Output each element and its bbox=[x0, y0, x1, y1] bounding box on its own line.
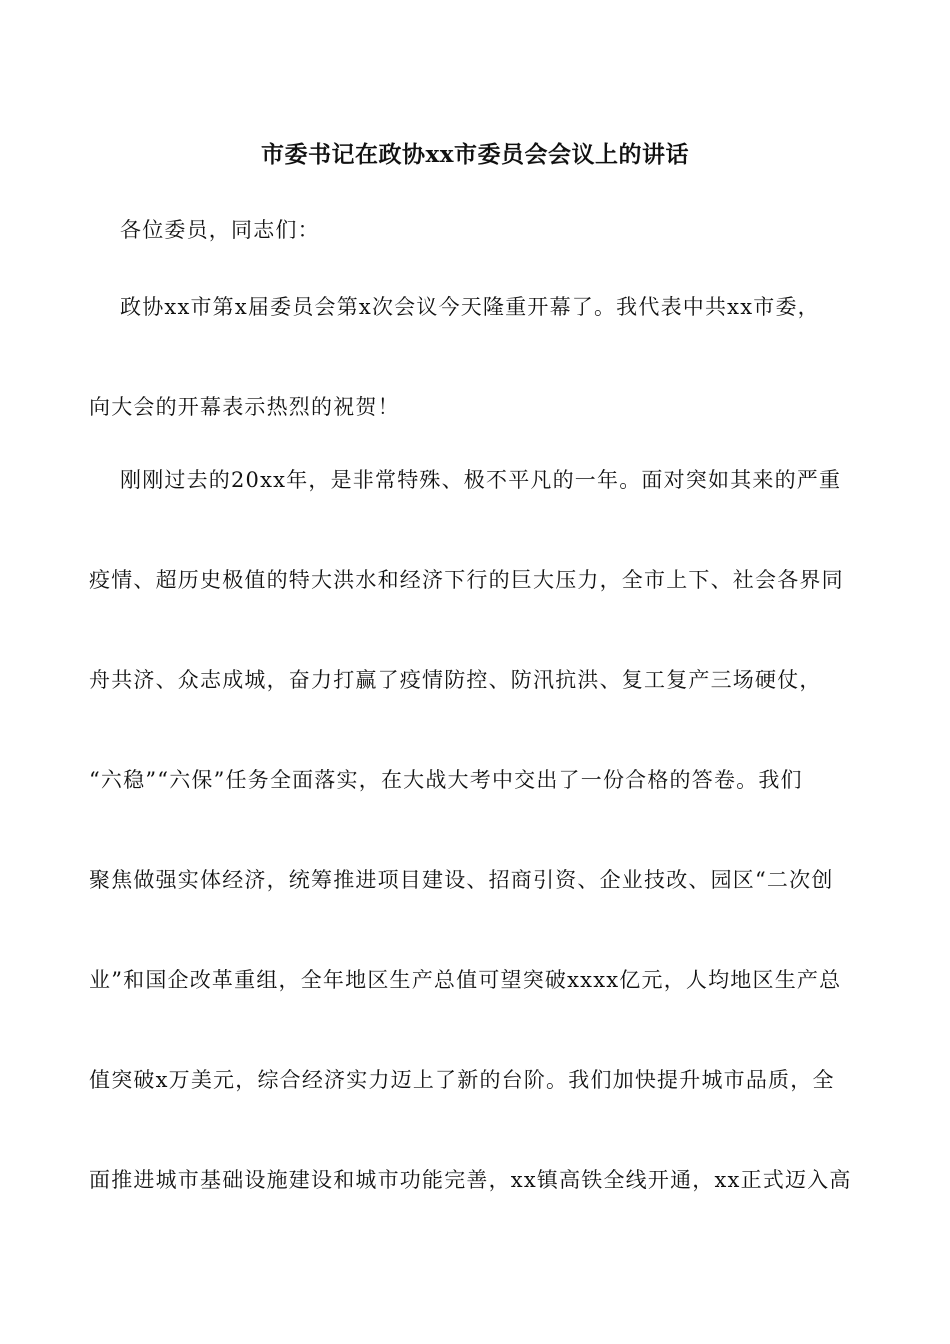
paragraph-2-line-8: 面推进城市基础设施建设和城市功能完善，xx镇高铁全线开通，xx正式迈入高 bbox=[89, 1168, 852, 1192]
paragraph-2-line-1: 刚刚过去的20xx年，是非常特殊、极不平凡的一年。面对突如其来的严重 bbox=[120, 468, 842, 492]
paragraph-2-line-5: 聚焦做强实体经济，统筹推进项目建设、招商引资、企业技改、园区“二次创 bbox=[89, 868, 834, 892]
paragraph-1-line-2: 向大会的开幕表示热烈的祝贺！ bbox=[89, 395, 400, 419]
paragraph-2-line-3: 舟共济、众志成城，奋力打赢了疫情防控、防汛抗洪、复工复产三场硬仗， bbox=[89, 668, 822, 692]
paragraph-2-line-2: 疫情、超历史极值的特大洪水和经济下行的巨大压力，全市上下、社会各界同 bbox=[89, 568, 844, 592]
paragraph-2-line-6: 业”和国企改革重组，全年地区生产总值可望突破xxxx亿元，人均地区生产总 bbox=[89, 968, 842, 992]
paragraph-2-line-4: “六稳”“六保”任务全面落实，在大战大考中交出了一份合格的答卷。我们 bbox=[89, 768, 803, 792]
salutation-line: 各位委员，同志们： bbox=[120, 218, 320, 242]
paragraph-2-line-7: 值突破x万美元，综合经济实力迈上了新的台阶。我们加快提升城市品质，全 bbox=[89, 1068, 835, 1092]
paragraph-1-line-1: 政协xx市第x届委员会第x次会议今天隆重开幕了。我代表中共xx市委， bbox=[120, 295, 820, 319]
document-title: 市委书记在政协xx市委员会会议上的讲话 bbox=[261, 141, 689, 168]
